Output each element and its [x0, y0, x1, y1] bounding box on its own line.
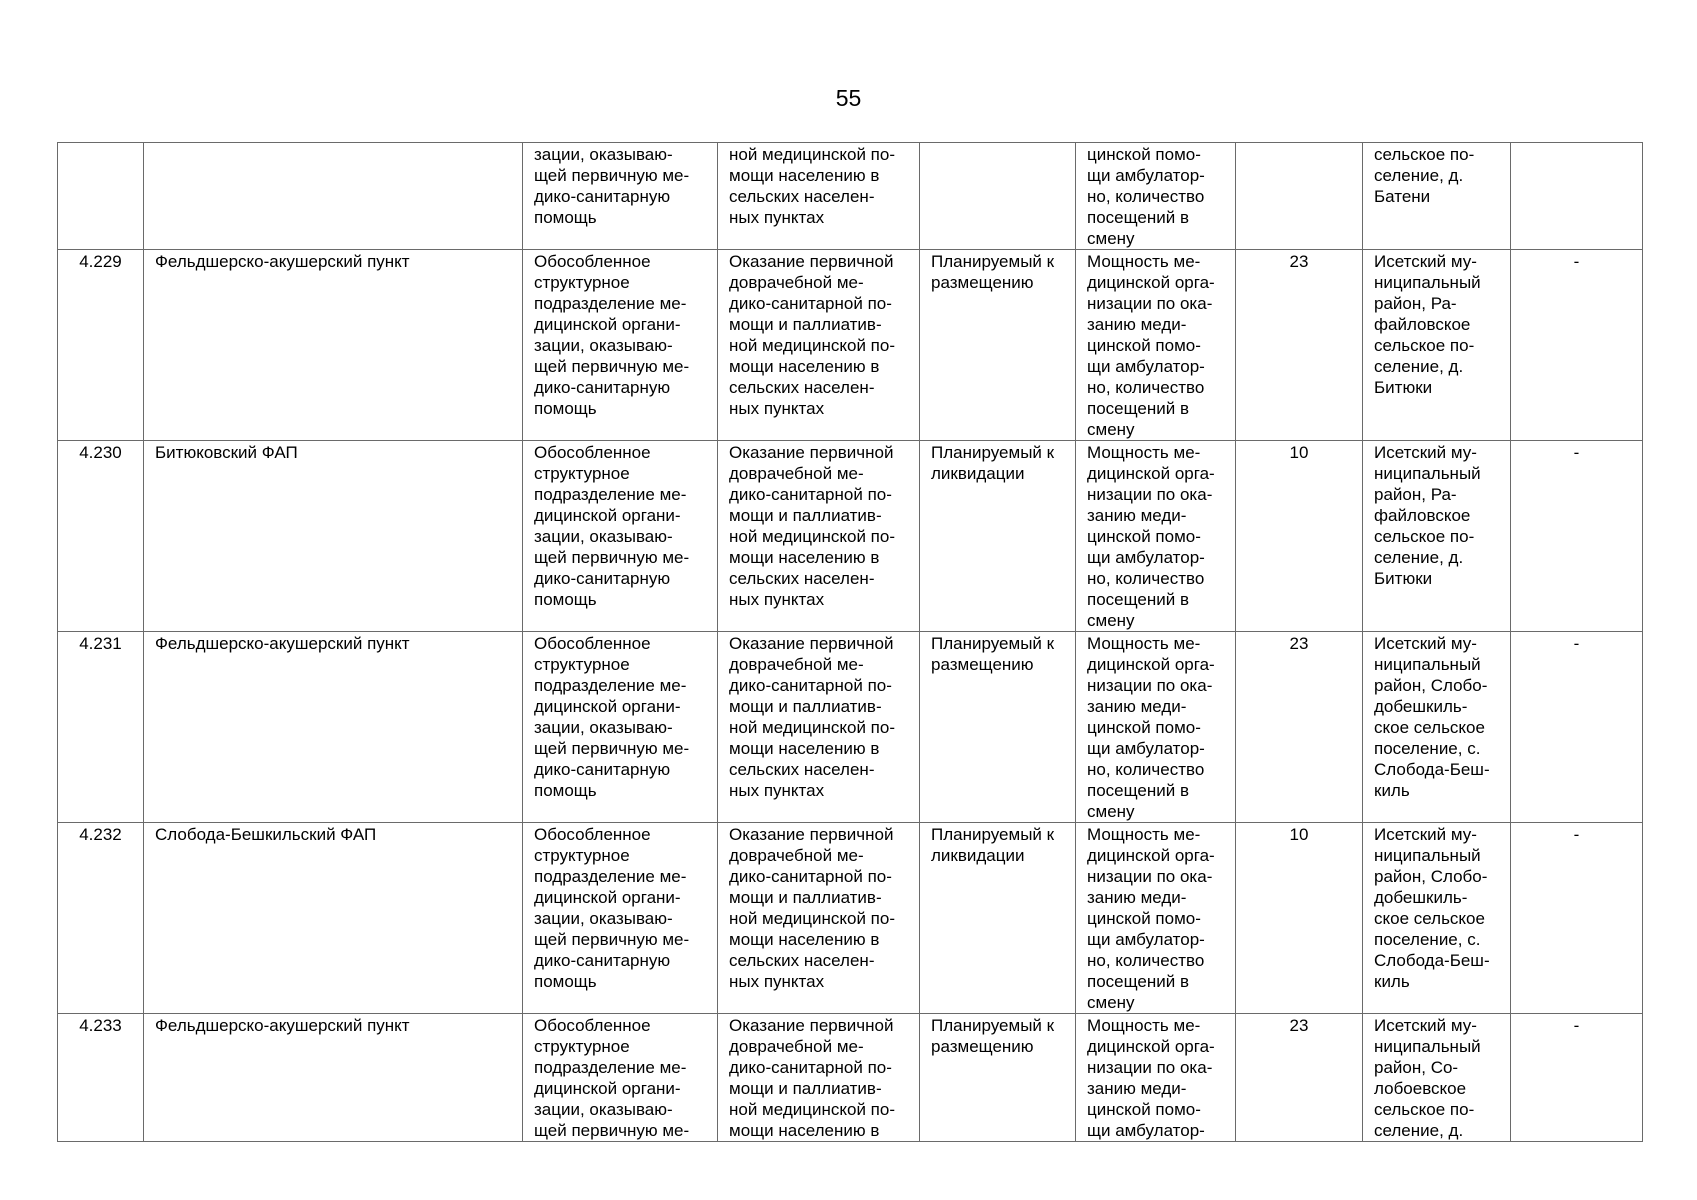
- facility-status: Планируемый к ликвидации: [920, 441, 1076, 632]
- facility-value: 23: [1236, 632, 1363, 823]
- facility-indicator: цинской помо- щи амбулатор- но, количество посещений в смену: [1076, 143, 1236, 250]
- facility-type: Обособленное структурное подразделение ме- дицинской органи- зации, оказываю- щей первичную ме-: [523, 1014, 718, 1142]
- facility-note: -: [1511, 632, 1643, 823]
- facility-location: Исетский му- ниципальный район, Слобо- добешкиль- ское сельское поселение, с. Слобода-Беш- киль: [1363, 632, 1511, 823]
- facility-value: 23: [1236, 250, 1363, 441]
- row-number: 4.231: [58, 632, 144, 823]
- facility-value: [1236, 143, 1363, 250]
- facility-value: 10: [1236, 441, 1363, 632]
- facility-type: Обособленное структурное подразделение ме- дицинской органи- зации, оказываю- щей первичную ме- дико-санитарную помощь: [523, 250, 718, 441]
- facility-location: сельское по- селение, д. Батени: [1363, 143, 1511, 250]
- facility-indicator: Мощность ме- дицинской орга- низации по ока- занию меди- цинской помо- щи амбулатор- но, количество посещений в смену: [1076, 632, 1236, 823]
- facility-type: зации, оказываю- щей первичную ме- дико-санитарную помощь: [523, 143, 718, 250]
- facility-indicator: Мощность ме- дицинской орга- низации по ока- занию меди- цинской помо- щи амбулатор- но, количество посещений в смену: [1076, 441, 1236, 632]
- facility-status: Планируемый к ликвидации: [920, 823, 1076, 1014]
- facility-name: Фельдшерско-акушерский пункт: [144, 1014, 523, 1142]
- facility-status: [920, 143, 1076, 250]
- row-number: 4.232: [58, 823, 144, 1014]
- table-row: [58, 632, 1643, 823]
- row-number: [58, 143, 144, 250]
- facility-purpose: ной медицинской по- мощи населению в сельских населен- ных пунктах: [718, 143, 920, 250]
- facility-name: Фельдшерско-акушерский пункт: [144, 250, 523, 441]
- table-row: [58, 823, 1643, 1014]
- facility-note: [1511, 143, 1643, 250]
- table-row: [58, 143, 1643, 250]
- facility-location: Исетский му- ниципальный район, Ра- файловское сельское по- селение, д. Битюки: [1363, 441, 1511, 632]
- facility-location: Исетский му- ниципальный район, Со- лобоевское сельское по- селение, д.: [1363, 1014, 1511, 1142]
- facility-name: Фельдшерско-акушерский пункт: [144, 632, 523, 823]
- facility-name: [144, 143, 523, 250]
- facility-type: Обособленное структурное подразделение ме- дицинской органи- зации, оказываю- щей первичную ме- дико-санитарную помощь: [523, 632, 718, 823]
- facility-name: Слобода-Бешкильский ФАП: [144, 823, 523, 1014]
- facility-indicator: Мощность ме- дицинской орга- низации по ока- занию меди- цинской помо- щи амбулатор-: [1076, 1014, 1236, 1142]
- facility-purpose: Оказание первичной доврачебной ме- дико-санитарной по- мощи и паллиатив- ной медицинской по- мощи населению в сельских населен- ных пунктах: [718, 632, 920, 823]
- facility-note: -: [1511, 1014, 1643, 1142]
- facility-note: -: [1511, 441, 1643, 632]
- facilities-table: [57, 142, 1643, 1142]
- table-row: [58, 1014, 1643, 1142]
- row-number: 4.230: [58, 441, 144, 632]
- facility-location: Исетский му- ниципальный район, Слобо- добешкиль- ское сельское поселение, с. Слобода-Беш- киль: [1363, 823, 1511, 1014]
- table-row: [58, 441, 1643, 632]
- facility-purpose: Оказание первичной доврачебной ме- дико-санитарной по- мощи и паллиатив- ной медицинской по- мощи населению в: [718, 1014, 920, 1142]
- row-number: 4.229: [58, 250, 144, 441]
- facility-indicator: Мощность ме- дицинской орга- низации по ока- занию меди- цинской помо- щи амбулатор- но, количество посещений в смену: [1076, 823, 1236, 1014]
- facility-type: Обособленное структурное подразделение ме- дицинской органи- зации, оказываю- щей первичную ме- дико-санитарную помощь: [523, 441, 718, 632]
- row-number: 4.233: [58, 1014, 144, 1142]
- facility-type: Обособленное структурное подразделение ме- дицинской органи- зации, оказываю- щей первичную ме- дико-санитарную помощь: [523, 823, 718, 1014]
- facility-purpose: Оказание первичной доврачебной ме- дико-санитарной по- мощи и паллиатив- ной медицинской по- мощи населению в сельских населен- ных пунктах: [718, 250, 920, 441]
- facility-purpose: Оказание первичной доврачебной ме- дико-санитарной по- мощи и паллиатив- ной медицинской по- мощи населению в сельских населен- ных пунктах: [718, 823, 920, 1014]
- facility-value: 10: [1236, 823, 1363, 1014]
- page-number: 55: [835, 85, 862, 111]
- facility-value: 23: [1236, 1014, 1363, 1142]
- table-row: [58, 250, 1643, 441]
- facility-status: Планируемый к размещению: [920, 1014, 1076, 1142]
- facility-name: Битюковский ФАП: [144, 441, 523, 632]
- facility-note: -: [1511, 823, 1643, 1014]
- facility-note: -: [1511, 250, 1643, 441]
- facility-status: Планируемый к размещению: [920, 250, 1076, 441]
- facility-purpose: Оказание первичной доврачебной ме- дико-санитарной по- мощи и паллиатив- ной медицинской по- мощи населению в сельских населен- ных пунктах: [718, 441, 920, 632]
- facility-indicator: Мощность ме- дицинской орга- низации по ока- занию меди- цинской помо- щи амбулатор- но, количество посещений в смену: [1076, 250, 1236, 441]
- facility-location: Исетский му- ниципальный район, Ра- файловское сельское по- селение, д. Битюки: [1363, 250, 1511, 441]
- facility-status: Планируемый к размещению: [920, 632, 1076, 823]
